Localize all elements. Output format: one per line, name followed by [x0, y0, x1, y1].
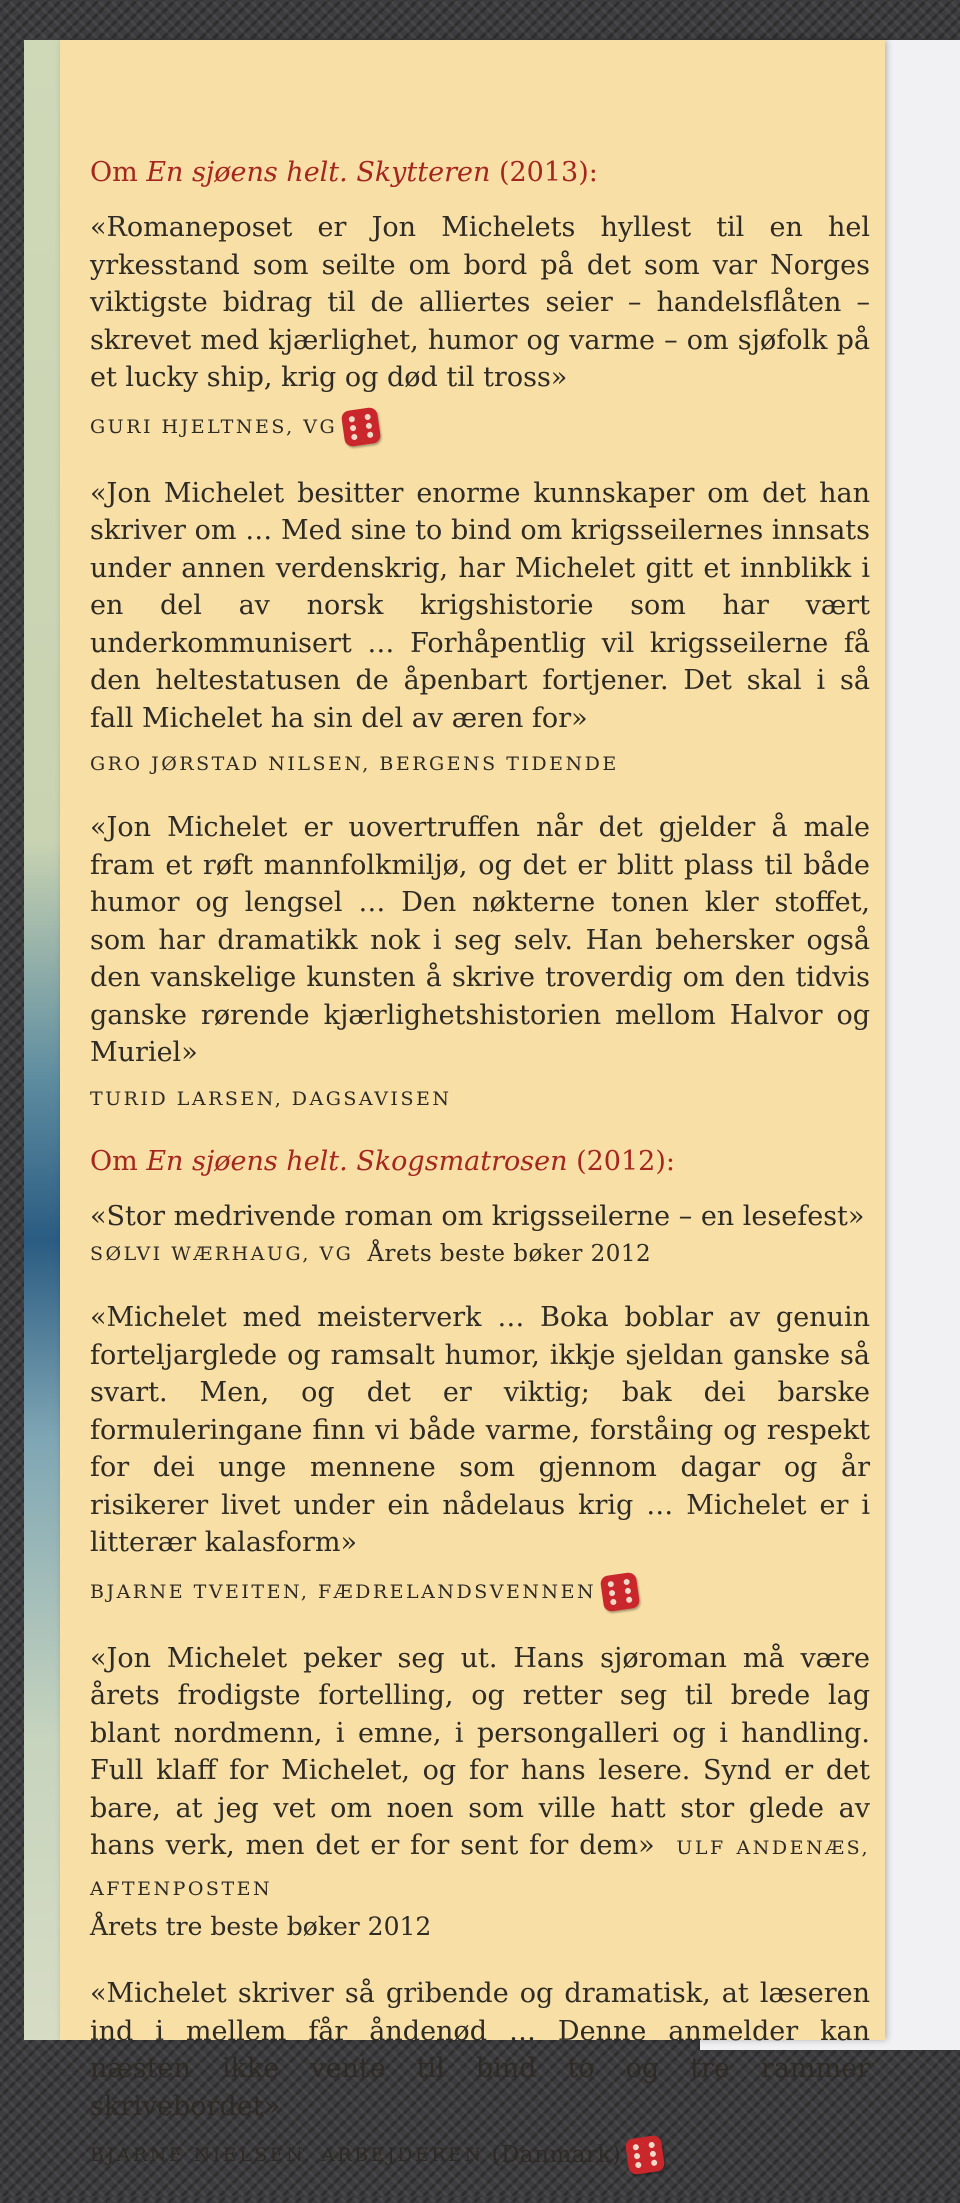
review-attribution: BJARNE TVEITEN, FÆDRELANDSVENNEN — [90, 1574, 870, 1610]
review-block — [90, 1975, 870, 2173]
dice-6-icon — [625, 2135, 666, 2176]
review-attribution: SØLVI WÆRHAUG, VG Årets beste bøker 2012 — [90, 1241, 652, 1267]
review-quote: «Jon Michelet besitter enorme kunnskaper om det han skriver om … Med sine to bind om krigsseilernes innsats under annen verdenskrig, har Michelet gitt et innblikk i en del av norsk krigshistorie som har vært underkommunisert … Forhåpentlig vil krigsseilerne få den heltestatusen de åpenbart fortjener. Det skal i så fall Michelet ha sin del av æren for» — [90, 477, 870, 734]
review-quote: «Michelet skriver så gribende og dramatisk, at læseren ind i mellem får åndenød … Denne anmelder kan næsten ikke vente til bind to og tre rammer skrivebordet» — [90, 1978, 870, 2122]
review-quote: «Stor medrivende roman om krigsseilerne – en lesefest» — [90, 1200, 865, 1232]
review-attribution: GRO JØRSTAD NILSEN, BERGENS TIDENDE — [90, 753, 619, 775]
review-block — [90, 209, 870, 445]
review-attribution: BJARNE NIELSEN, ARBEJDEREN (Danmark) — [90, 2137, 870, 2173]
review-quote: «Romaneposet er Jon Michelets hyllest til en hel yrkesstand som seilte om bord på det som var Norges viktigste bidrag til de alliertes seier – handelsflåten – skrevet med kjærlighet, humor og varme – om sjøfolk på et lucky ship, krig og død til tross» — [90, 212, 870, 393]
dice-6-icon — [341, 406, 382, 447]
section-heading-skogsmatrosen: Om En sjøens helt. Skogsmatrosen (2012): — [90, 1145, 675, 1177]
review-attribution: TURID LARSEN, DAGSAVISEN — [90, 1087, 452, 1110]
book-flap — [60, 40, 885, 2168]
review-quote: «Jon Michelet peker seg ut. Hans sjøroman må være årets frodigste fortelling, og retter seg til brede lag blant nordmenn, i emne, i persongalleri og i handling. Full klaff for Michelet, og for hans lesere. Synd er det bare, at jeg vet om noen som ville hatt stor glede av hans verk, men det er for sent for dem» ULF ANDENÆS, AFTENPOSTEN — [90, 1642, 870, 1900]
review-quote: «Jon Michelet er uovertruffen når det gjelder å male fram et røft mannfolkmiljø, og det er blitt plass til både humor og lengsel … Den nøkterne tonen kler stoffet, som har dramatikk nok i seg selv. Han behersker også den vanskelige kunsten å skrive troverdig om den tidvis ganske rørende kjærlighetshistorien mellom Halvor og Muriel» — [90, 812, 870, 1068]
review-attribution: GURI HJELTNES, VG — [90, 409, 870, 445]
review-block — [90, 1198, 870, 1270]
review-block — [90, 475, 870, 780]
review-attribution-note: Årets tre beste bøker 2012 — [90, 1912, 432, 1941]
review-attribution: ULF ANDENÆS, AFTENPOSTEN — [90, 1837, 870, 1900]
dice-6-icon — [600, 1571, 641, 1612]
review-quote: «Michelet med meisterverk … Boka boblar av genuin forteljarglede og ramsalt humor, ikkje sjeldan ganske så svart. Men, og det er viktig; bak dei barske formuleringane finn vi både varme, forståing og respekt for dei unge mennene som gjennom dagar og år risikerer livet under ein nådelaus krig … Michelet er i litterær kalasform» — [90, 1302, 870, 1558]
review-block — [90, 809, 870, 1114]
review-block — [90, 1640, 870, 1946]
section-heading-skytteren: Om En sjøens helt. Skytteren (2013): — [90, 157, 598, 188]
review-block — [90, 1299, 870, 1610]
reviews-content — [90, 155, 870, 2203]
